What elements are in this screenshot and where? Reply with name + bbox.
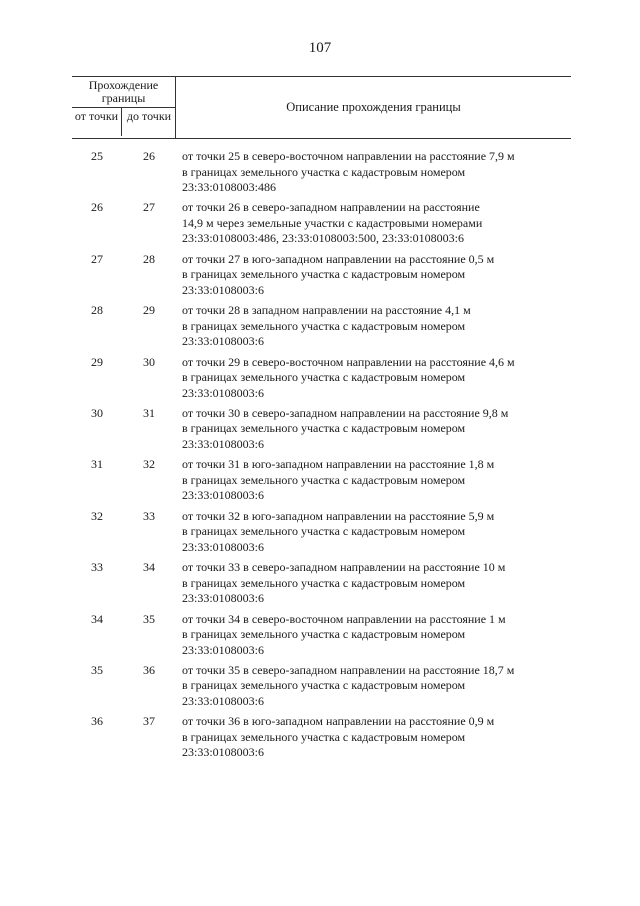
- from-point-cell: 30: [91, 405, 103, 420]
- description-cell: [182, 560, 567, 607]
- description-line: 23:33:0108003:6: [182, 539, 265, 554]
- description-line: от точки 34 в северо-восточном направлении на расстояние 1 м: [182, 611, 506, 626]
- from-point-cell: 27: [91, 251, 103, 266]
- description-line: от точки 36 в юго-западном направлении на расстояние 0,9 м: [182, 714, 495, 729]
- to-point-cell: 27: [143, 200, 155, 215]
- description-line: в границах земельного участка с кадастровым номером: [182, 164, 466, 179]
- description-cell: [182, 303, 567, 350]
- description-line: 23:33:0108003:6: [182, 488, 265, 503]
- description-line: от точки 35 в северо-западном направлении на расстояние 18,7 м: [182, 662, 515, 677]
- table-row: [72, 612, 571, 663]
- table-row: [72, 509, 571, 560]
- table-row: [72, 406, 571, 457]
- table-row: [72, 149, 571, 200]
- to-point-cell: 32: [143, 457, 155, 472]
- from-point-cell: 28: [91, 303, 103, 318]
- description-cell: [182, 200, 567, 247]
- table-row: [72, 303, 571, 354]
- description-line: от точки 28 в западном направлении на расстояние 4,1 м: [182, 303, 471, 318]
- from-point-cell: 25: [91, 149, 103, 163]
- description-line: 23:33:0108003:486, 23:33:0108003:500, 23:33:0108003:6: [182, 231, 465, 246]
- description-cell: [182, 663, 567, 710]
- description-line: в границах земельного участка с кадастровым номером: [182, 421, 466, 436]
- boundary-passage-header: [72, 77, 176, 138]
- from-point-cell: 34: [91, 611, 103, 626]
- table-row: [72, 252, 571, 303]
- from-point-cell: 26: [91, 200, 103, 215]
- description-line: от точки 25 в северо-восточном направлении на расстояние 7,9 м: [182, 149, 515, 163]
- description-line: 23:33:0108003:6: [182, 334, 265, 349]
- from-point-header: от точки: [72, 108, 122, 136]
- to-point-cell: 37: [143, 714, 155, 729]
- to-point-cell: 26: [143, 149, 155, 163]
- description-line: в границах земельного участка с кадастровым номером: [182, 524, 466, 539]
- from-point-cell: 31: [91, 457, 103, 472]
- description-line: от точки 31 в юго-западном направлении на расстояние 1,8 м: [182, 457, 495, 472]
- description-line: 23:33:0108003:486: [182, 180, 277, 194]
- from-point-cell: 35: [91, 662, 103, 677]
- to-point-cell: 36: [143, 662, 155, 677]
- description-cell: [182, 457, 567, 504]
- description-line: 23:33:0108003:6: [182, 282, 265, 297]
- description-line: в границах земельного участка с кадастровым номером: [182, 575, 466, 590]
- to-point-cell: 34: [143, 560, 155, 575]
- page-number: 107: [308, 40, 332, 56]
- table-header: [72, 76, 571, 139]
- to-point-cell: 29: [143, 303, 155, 318]
- table-row: [72, 457, 571, 508]
- description-line: 23:33:0108003:6: [182, 642, 265, 657]
- description-line: от точки 27 в юго-западном направлении на расстояние 0,5 м: [182, 251, 495, 266]
- from-point-cell: 32: [91, 508, 103, 523]
- from-point-cell: 33: [91, 560, 103, 575]
- description-header: Описание прохождения границы: [286, 100, 461, 114]
- description-line: от точки 30 в северо-западном направлении на расстояние 9,8 м: [182, 405, 509, 420]
- description-line: 23:33:0108003:6: [182, 436, 265, 451]
- description-line: в границах земельного участка с кадастровым номером: [182, 627, 466, 642]
- description-line: в границах земельного участка с кадастровым номером: [182, 318, 466, 333]
- description-line: 14,9 м через земельные участки с кадастровыми номерами: [182, 215, 483, 230]
- to-point-cell: 31: [143, 405, 155, 420]
- from-point-cell: 36: [91, 714, 103, 729]
- table-row: [72, 663, 571, 714]
- table-row: [72, 560, 571, 611]
- description-line: в границах земельного участка с кадастровым номером: [182, 267, 466, 282]
- description-line: в границах земельного участка с кадастровым номером: [182, 370, 466, 385]
- description-line: в границах земельного участка с кадастровым номером: [182, 472, 466, 487]
- to-point-cell: 28: [143, 251, 155, 266]
- description-line: 23:33:0108003:6: [182, 591, 265, 606]
- description-line: от точки 33 в северо-западном направлении на расстояние 10 м: [182, 560, 506, 575]
- description-line: в границах земельного участка с кадастровым номером: [182, 678, 466, 693]
- description-line: 23:33:0108003:6: [182, 745, 265, 760]
- description-line: от точки 29 в северо-восточном направлении на расстояние 4,6 м: [182, 354, 515, 369]
- to-point-cell: 35: [143, 611, 155, 626]
- description-cell: [182, 149, 567, 196]
- description-line: 23:33:0108003:6: [182, 693, 265, 708]
- boundary-passage-title: Прохождение границы: [72, 79, 175, 108]
- description-line: в границах земельного участка с кадастровым номером: [182, 729, 466, 744]
- to-point-header: до точки: [126, 109, 172, 123]
- table-body: [72, 149, 571, 766]
- table-row: [72, 355, 571, 406]
- table-row: [72, 714, 571, 765]
- description-cell: [182, 406, 567, 453]
- description-cell: [182, 252, 567, 299]
- description-cell: [182, 612, 567, 659]
- description-line: от точки 26 в северо-западном направлении на расстояние: [182, 200, 480, 215]
- description-line: 23:33:0108003:6: [182, 385, 265, 400]
- description-cell: [182, 355, 567, 402]
- to-point-cell: 33: [143, 508, 155, 523]
- description-line: от точки 32 в юго-западном направлении на расстояние 5,9 м: [182, 508, 495, 523]
- description-cell: [182, 714, 567, 761]
- table-row: [72, 200, 571, 251]
- description-cell: [182, 509, 567, 556]
- from-point-cell: 29: [91, 354, 103, 369]
- to-point-cell: 30: [143, 354, 155, 369]
